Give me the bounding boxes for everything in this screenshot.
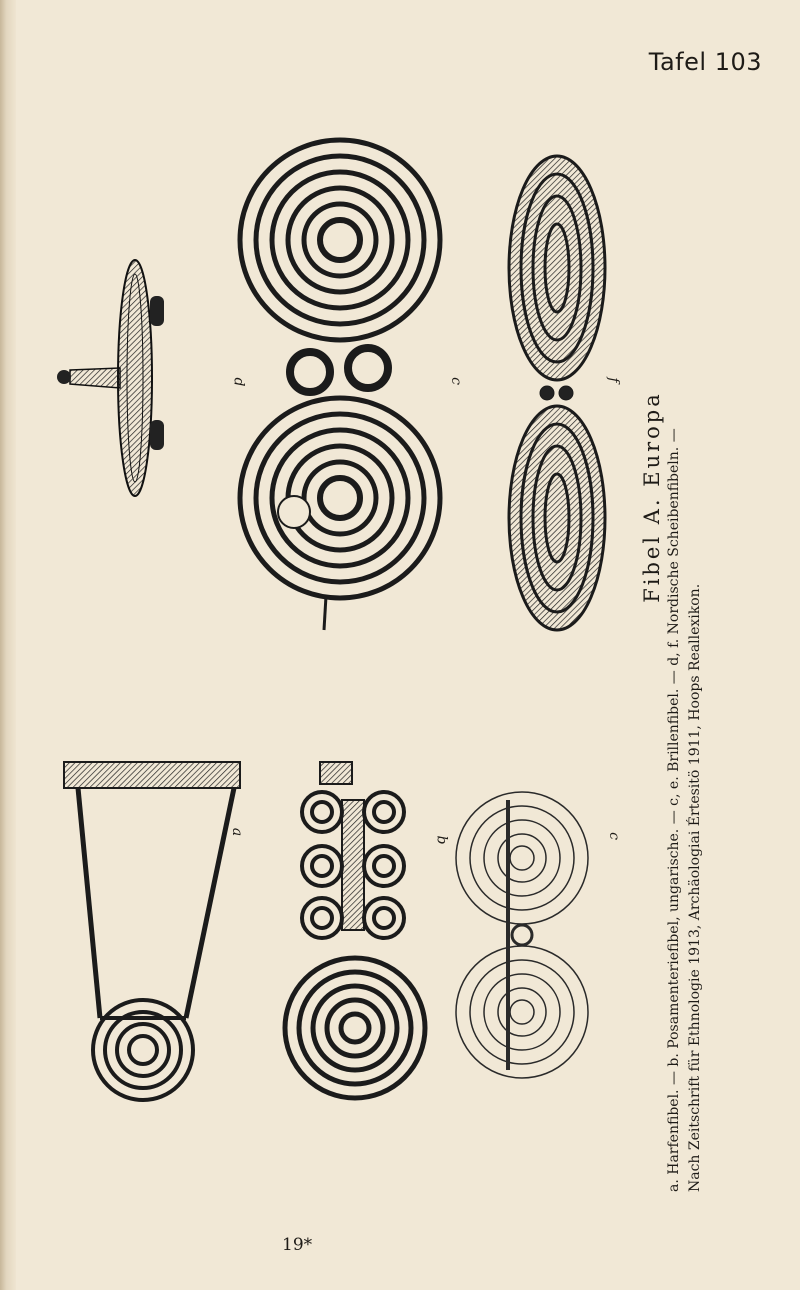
fibula-d-illustration	[57, 260, 164, 496]
plate-caption	[640, 22, 728, 1202]
caption-line-2: Nach Zeitschrift für Ethnologie 1913, Archäologiai Értesitö 1911, Hoops Reallexikon.	[687, 583, 703, 1192]
figure-label-c-upper: c	[447, 377, 464, 385]
fibula-a-harp-illustration	[64, 762, 240, 1100]
figure-label-b: b	[433, 835, 450, 845]
fibula-c-spectacle-drawing	[456, 792, 588, 1078]
caption-title: Fibel A. Europa	[640, 391, 664, 603]
figure-label-a: a	[229, 827, 246, 837]
page-number: 19*	[282, 1235, 313, 1255]
fibula-c-spectacle-illustration	[240, 140, 440, 630]
caption-line-1: a. Harfenfibel. — b. Posamenteriefibel, ungarische. — c, e. Brillenfibel. — d, f. Nordische Scheibenfibeln. —	[666, 428, 682, 1192]
figure-label-d: d	[230, 377, 247, 387]
fibula-f-illustration	[509, 156, 605, 630]
plate-title: Tafel 103	[648, 48, 762, 76]
figure-label-c-lower: c	[605, 832, 622, 840]
figure-label-f: f	[605, 377, 622, 383]
fibula-b-posamentery-illustration	[285, 762, 425, 1098]
